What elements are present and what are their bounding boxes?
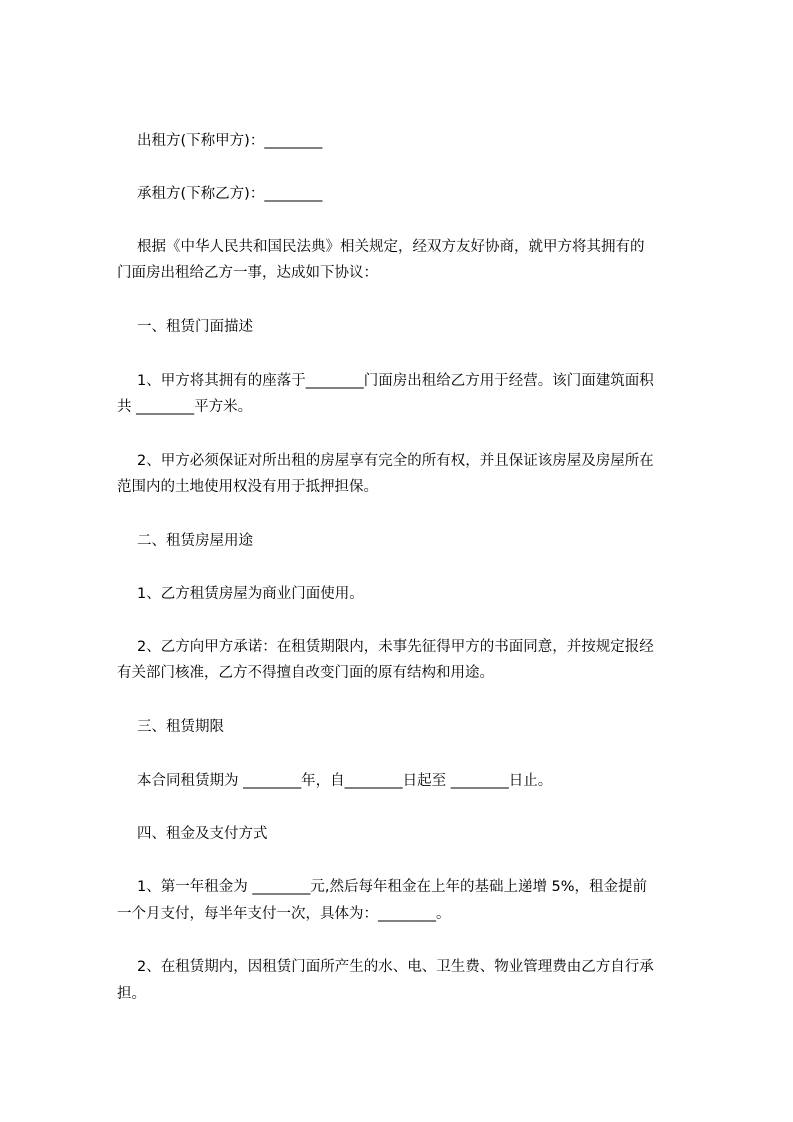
section-1-para-2-line-2: 范围内的土地使用权没有用于抵押担保。 bbox=[117, 479, 378, 495]
section-4-para-2-line-2: 担。 bbox=[117, 986, 146, 1002]
section-3-heading: 三、租赁期限 bbox=[137, 719, 224, 735]
section-2-para-1-line-1: 1、乙方租赁房屋为商业门面使用。 bbox=[137, 586, 364, 602]
section-1-para-1-line-1: 1、甲方将其拥有的座落于________门面房出租给乙方用于经营。该门面建筑面积 bbox=[137, 373, 654, 389]
intro-line-2: 门面房出租给乙方一事，达成如下协议： bbox=[117, 265, 378, 281]
section-1-para-1-line-2: 共 ________平方米。 bbox=[117, 399, 253, 415]
lessor-line: 出租方(下称甲方)：________ bbox=[137, 133, 323, 149]
lessee-line: 承租方(下称乙方)：________ bbox=[137, 186, 323, 202]
section-4-para-1-line-1: 1、第一年租金为 ________元,然后每年租金在上年的基础上递增 5%，租金提前 bbox=[137, 879, 648, 895]
section-2-para-2-line-2: 有关部门核准，乙方不得擅自改变门面的原有结构和用途。 bbox=[117, 665, 494, 681]
section-1-para-2-line-1: 2、甲方必须保证对所出租的房屋享有完全的所有权，并且保证该房屋及房屋所在 bbox=[137, 453, 654, 469]
section-3-para-1-line-1: 本合同租赁期为 ________年，自________日起至 ________日止。 bbox=[137, 773, 553, 789]
section-1-heading: 一、租赁门面描述 bbox=[137, 319, 253, 335]
section-4-para-1-line-2: 一个月支付，每半年支付一次，具体为：________。 bbox=[117, 906, 451, 922]
intro-line-1: 根据《中华人民共和国民法典》相关规定，经双方友好协商，就甲方将其拥有的 bbox=[137, 239, 645, 255]
section-4-heading: 四、租金及支付方式 bbox=[137, 826, 268, 842]
section-2-para-2-line-1: 2、乙方向甲方承诺：在租赁期限内，未事先征得甲方的书面同意，并按规定报经 bbox=[137, 639, 654, 655]
section-2-heading: 二、租赁房屋用途 bbox=[137, 533, 253, 549]
section-4-para-2-line-1: 2、在租赁期内，因租赁门面所产生的水、电、卫生费、物业管理费由乙方自行承 bbox=[137, 959, 654, 975]
